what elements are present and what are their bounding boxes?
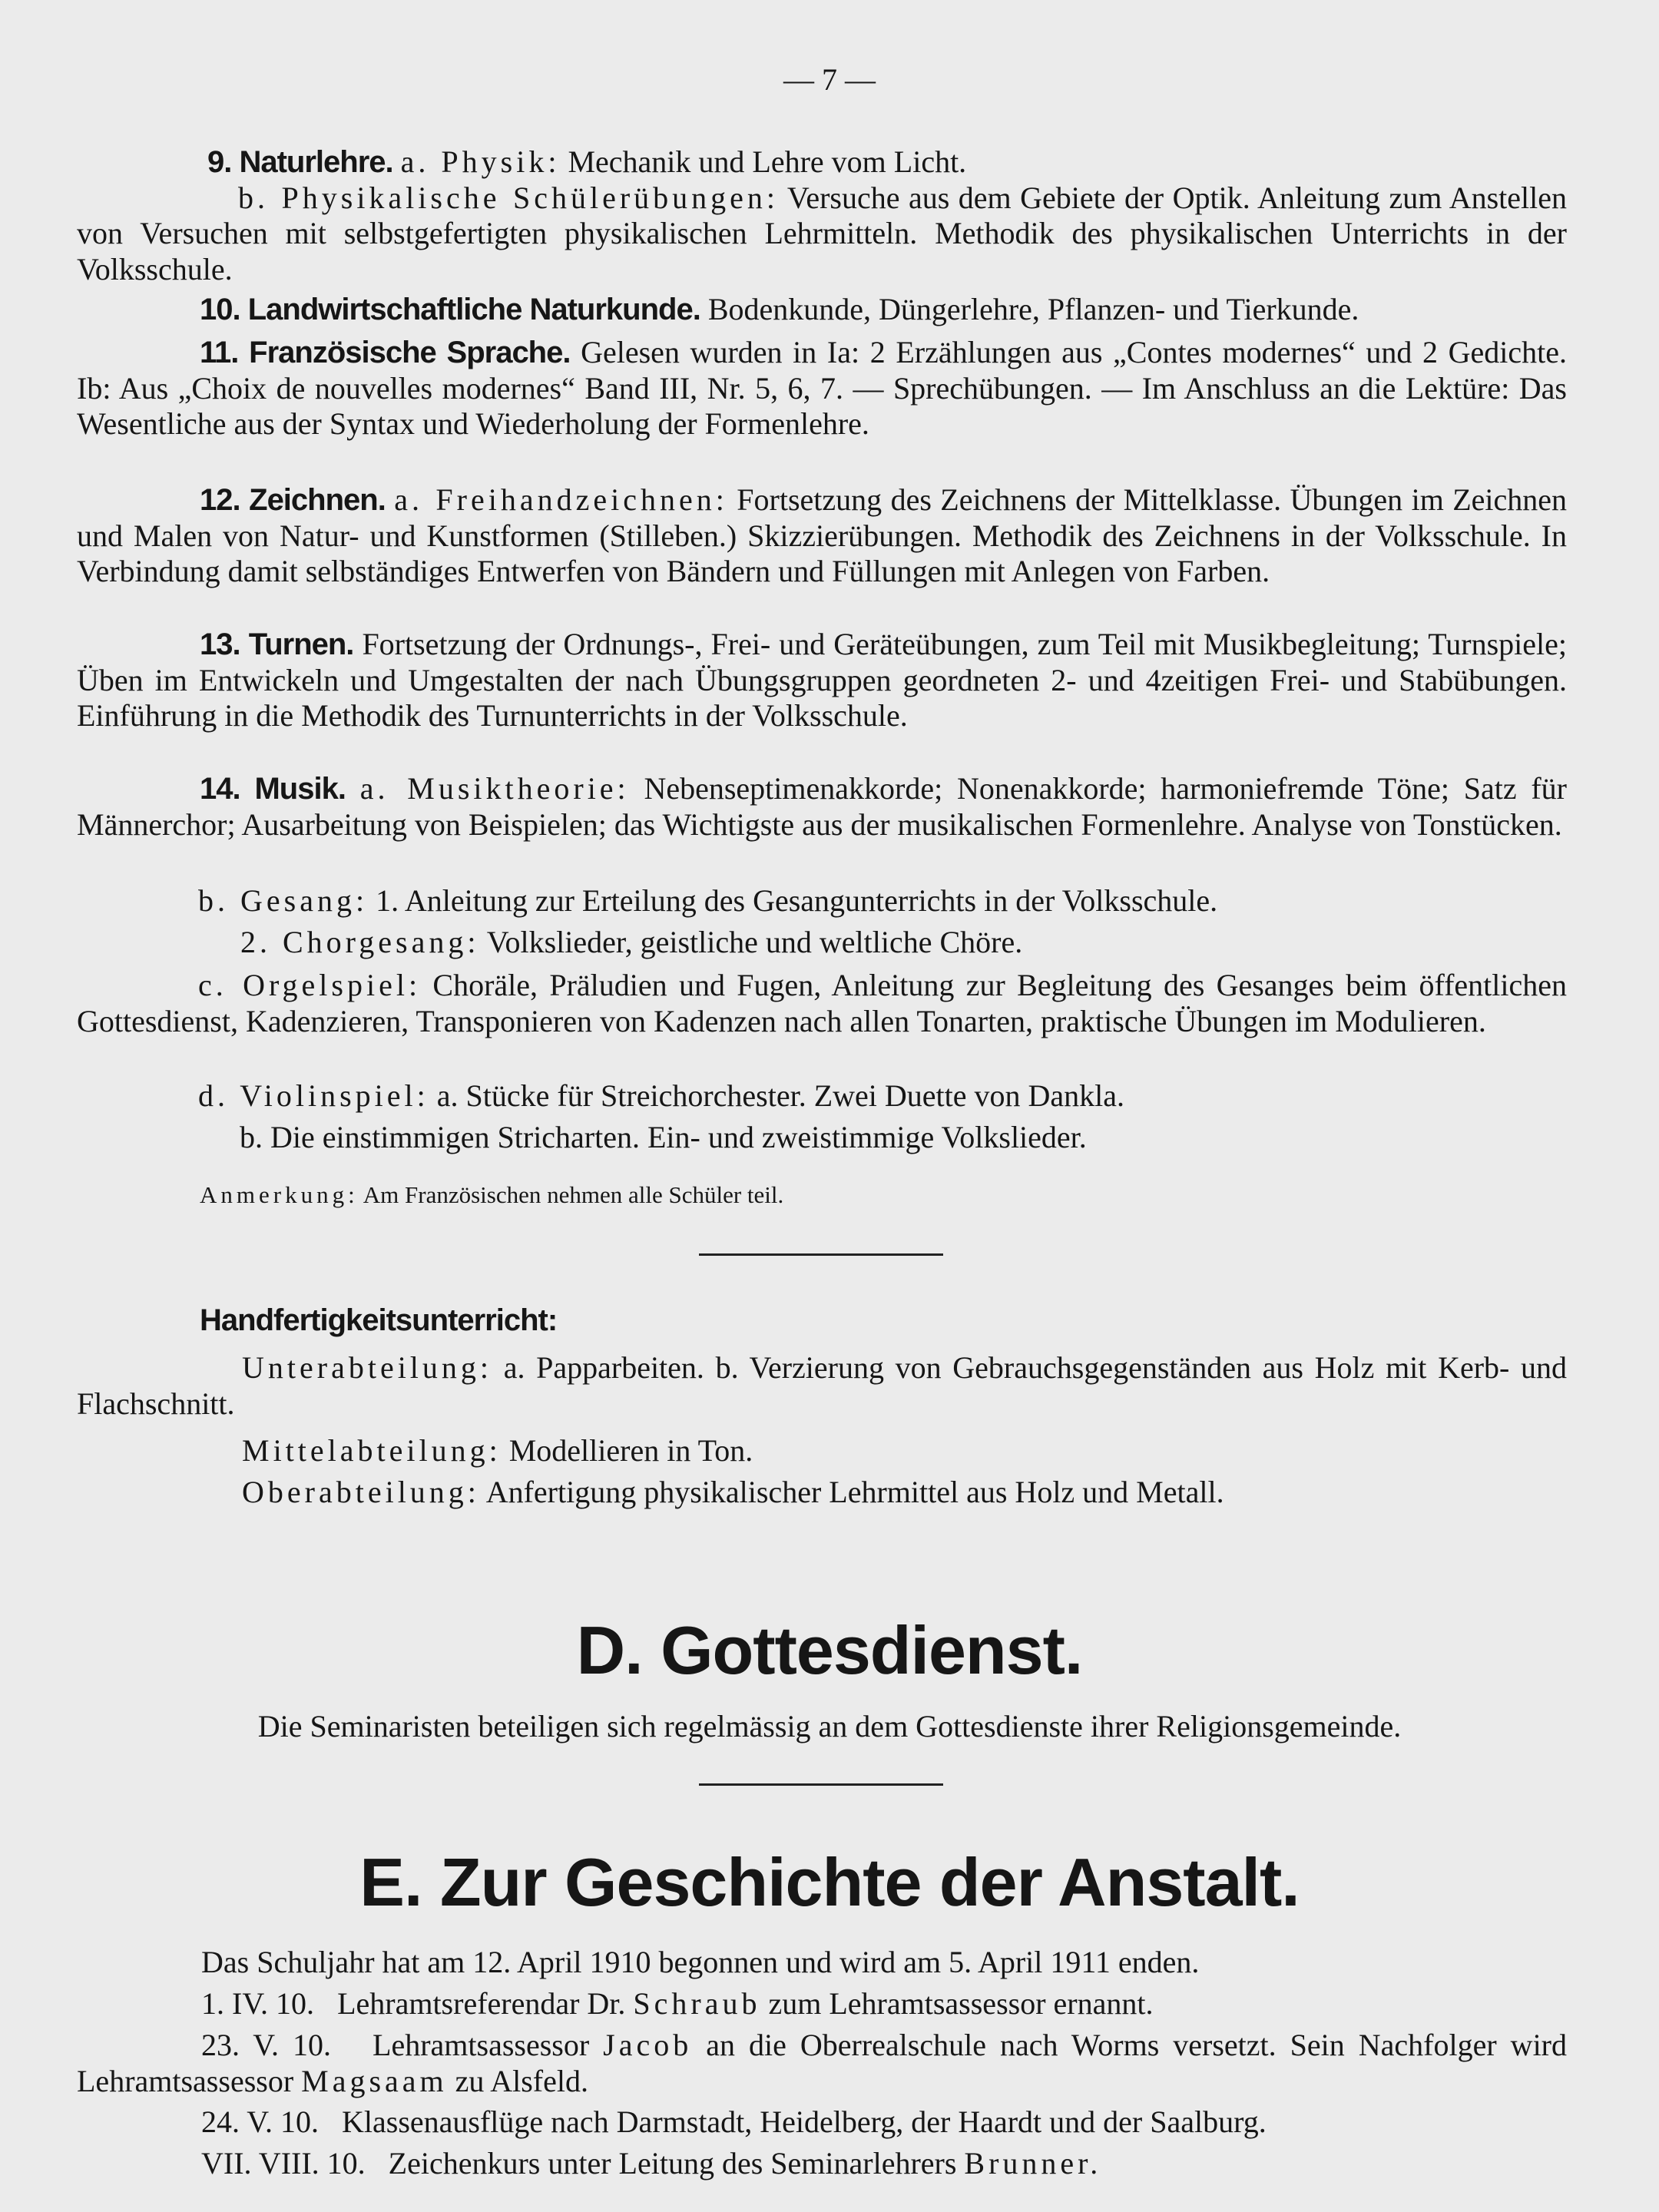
chronicle-intro: [77, 1945, 1567, 1981]
chronicle-date: 23. V. 10.: [201, 2028, 332, 2062]
divider: [699, 1253, 943, 1256]
subject-text: Mechanik und Lehre vom Licht.: [568, 144, 967, 179]
subject-title: 10. Landwirtschaftliche Naturkunde.: [200, 293, 700, 326]
musik-gesang: [77, 883, 1567, 919]
subject-text: Gelesen wurden in Ia: 2 Erzählungen aus „Contes modernes“ und 2 Gedichte. Ib: Aus „Choix de nouvelles modernes“ Band III, Nr. 5, 6, 7. — Sprechübungen. — Im Anschluss an die Lektüre: Das Wesentliche aus der Syntax und Wiederholung der Formenlehre.: [77, 335, 1568, 441]
subject-label: a. Musiktheorie:: [359, 771, 630, 806]
chronicle-text: Zeichenkurs unter Leitung des Seminarlehrers: [388, 2146, 957, 2181]
note-label: Anmerkung:: [200, 1181, 359, 1208]
musik-violinspiel: [77, 1078, 1567, 1114]
subject-text: a. Stücke für Streichorchester. Zwei Duette von Dankla.: [436, 1078, 1125, 1113]
subject-text: Versuche aus dem Gebiete der Optik. Anleitung zum Anstellen von Versuchen mit selbstgefertigten physikalischen Lehrmitteln. Methodik des physikalischen Unterrichts in der Volksschule.: [77, 180, 1568, 286]
gottesdienst-text: Die Seminaristen beteiligen sich regelmässig an dem Gottesdienste ihrer Religionsgemeinde.: [257, 1709, 1402, 1743]
subject-label: a. Freihandzeichnen:: [394, 482, 728, 517]
chronicle-date: 24. V. 10.: [201, 2104, 320, 2139]
person-name: Brunner.: [964, 2146, 1102, 2181]
chronicle-text: an die Oberrealschule nach Worms versetzt. Sein Nachfolger wird Lehramtsassessor: [77, 2028, 1567, 2098]
subject-text: Fortsetzung der Ordnungs-, Frei- und Geräteübungen, zum Teil mit Musikbegleitung; Turnspiele; Üben im Entwickeln und Umgestalten der nach Übungsgruppen geordneten 2- und 4zeitigen Frei- und Stabübungen. Einführung in die Methodik des Turnunterrichts in der Volksschule.: [77, 627, 1567, 733]
person-name: Jacob: [603, 2028, 693, 2062]
divider: [699, 1783, 943, 1786]
chronicle-text: Lehramtsreferendar Dr.: [337, 1986, 626, 2021]
handwork-label: Oberabteilung:: [242, 1475, 480, 1509]
chronicle-entry: [77, 1986, 1567, 2022]
person-name: Magsaam: [301, 2063, 448, 2098]
musik-violinspiel-b: [77, 1120, 1567, 1156]
subject-title: 13. Turnen.: [200, 628, 354, 661]
chronicle-entry: [77, 2146, 1567, 2182]
subject-title: 12. Zeichnen.: [200, 483, 386, 517]
section-heading-gottesdienst: D. Gottesdienst.: [576, 1612, 1083, 1688]
chronicle-text: Klassenausflüge nach Darmstadt, Heidelberg, der Haardt und der Saalburg.: [342, 2104, 1267, 2139]
musik-orgelspiel: [77, 968, 1567, 1039]
handwork-unterabteilung: [77, 1350, 1567, 1422]
chronicle-date: 1. IV. 10.: [201, 1986, 315, 2021]
subject-text: b. Die einstimmigen Stricharten. Ein- und zweistimmige Volkslieder.: [240, 1120, 1087, 1154]
subject-label: c. Orgelspiel:: [198, 968, 422, 1002]
note: [77, 1180, 1567, 1210]
handwork-label: Unterabteilung:: [242, 1350, 493, 1385]
handwork-title: [77, 1303, 1567, 1339]
handwork-text: a. Papparbeiten. b. Verzierung von Gebrauchsgegenständen aus Holz mit Kerb- und Flachschnitt.: [77, 1350, 1567, 1421]
section-heading-geschichte: E. Zur Geschichte der Anstalt.: [359, 1844, 1300, 1920]
chronicle-text: Lehramtsassessor: [373, 2028, 590, 2062]
note-text: Am Französischen nehmen alle Schüler teil.: [363, 1181, 784, 1208]
chronicle-text: zum Lehramtsassessor ernannt.: [768, 1986, 1154, 2021]
chronicle-date: VII. VIII. 10.: [201, 2146, 366, 2181]
handwork-text: Modellieren in Ton.: [508, 1433, 753, 1468]
handwork-oberabteilung: [77, 1475, 1567, 1511]
subject-text: Bodenkunde, Düngerlehre, Pflanzen- und Tierkunde.: [707, 292, 1359, 326]
chronicle-entry: [77, 2104, 1567, 2141]
musik-chorgesang: [77, 925, 1567, 961]
subject-text: Nebenseptimenakkorde; Nonenakkorde; harmoniefremde Töne; Satz für Männerchor; Ausarbeitung von Beispielen; das Wichtigste aus der musikalischen Formenlehre. Analyse von Tonstücken.: [77, 771, 1567, 842]
subject-text: Volkslieder, geistliche und weltliche Chöre.: [486, 925, 1023, 959]
subject-naturlehre: [77, 144, 1567, 287]
subject-turnen: [77, 627, 1567, 734]
subject-text: 1. Anleitung zur Erteilung des Gesangunterrichts in der Volksschule.: [376, 883, 1218, 918]
subject-label: b. Gesang:: [198, 883, 369, 918]
subject-title: 14. Musik.: [200, 772, 346, 806]
chronicle-text: zu Alsfeld.: [455, 2063, 588, 2098]
chronicle-text: Das Schuljahr hat am 12. April 1910 begonnen und wird am 5. April 1911 enden.: [201, 1945, 1200, 1979]
handwork-label: Mittelabteilung:: [242, 1433, 502, 1468]
subject-zeichnen: [77, 482, 1567, 590]
handwork-text: Anfertigung physikalischer Lehrmittel aus Holz und Metall.: [485, 1475, 1224, 1509]
subject-label: b. Physikalische Schülerübungen:: [238, 180, 780, 215]
subject-text: Choräle, Präludien und Fugen, Anleitung zur Begleitung des Gesanges beim öffentlichen Gottesdienst, Kadenzieren, Transponieren von Kadenzen nach allen Tonarten, praktische Übungen im Modulieren.: [77, 968, 1568, 1038]
subject-franzoesisch: [77, 335, 1567, 442]
handwork-mittelabteilung: [77, 1433, 1567, 1469]
chronicle-entry: [77, 2028, 1567, 2099]
subject-label: a. Physik:: [400, 144, 561, 179]
page-number: — 7 —: [783, 62, 876, 97]
subject-title: 11. Französische Sprache.: [200, 336, 571, 369]
subject-label: d. Violinspiel:: [198, 1078, 429, 1113]
subject-naturkunde: [77, 292, 1567, 328]
subject-label: 2. Chorgesang:: [240, 925, 480, 959]
person-name: Schraub: [633, 1986, 761, 2021]
section-subtitle: Handfertigkeitsunterricht:: [200, 1303, 558, 1337]
subject-text: Fortsetzung des Zeichnens der Mittelklasse. Übungen im Zeichnen und Malen von Natur- und Kunstformen (Stilleben.) Skizzierübungen. Methodik des Zeichnens in der Volksschule. In Verbindung damit selbständiges Entwerfen von Bändern und Füllungen mit Anlegen von Farben.: [77, 482, 1568, 588]
subject-title: 9. Naturlehre.: [207, 145, 393, 179]
subject-musik: [77, 771, 1567, 843]
